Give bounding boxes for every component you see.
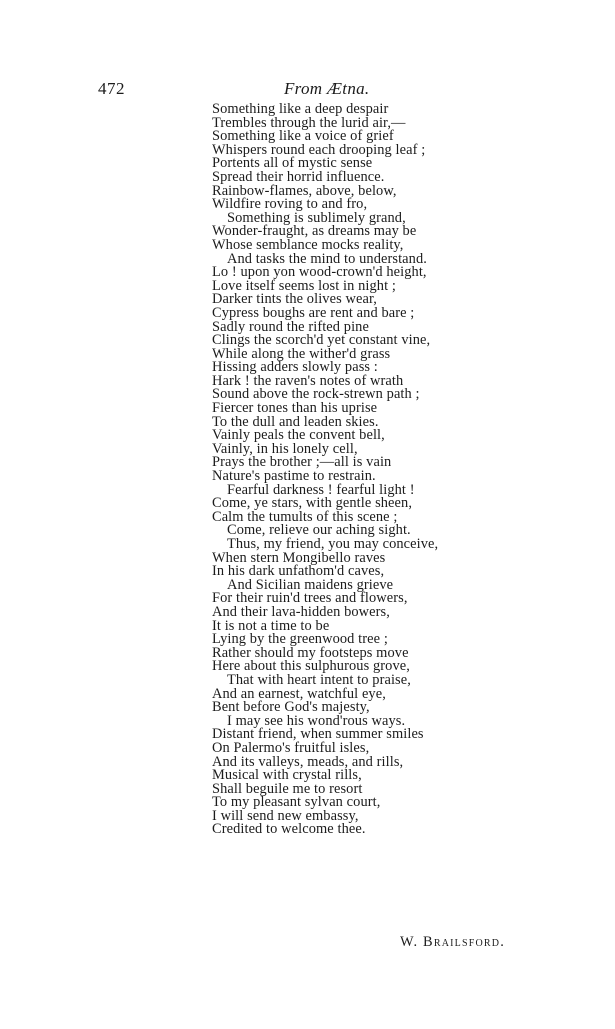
poem-line: Cypress boughs are rent and bare ; [212,304,415,321]
poem-line: Whispers round each drooping leaf ; [212,141,426,158]
poem-line: Wonder-fraught, as dreams may be [212,223,417,240]
poem-line: Thus, my friend, you may conceive, [227,536,439,552]
poem-line: Shall beguile me to resort [212,780,363,797]
poem-line: And Sicilian maidens grieve [227,576,394,593]
poem-line: Love itself seems lost in night ; [212,277,396,294]
poem-line: Come, relieve our aching sight. [227,522,411,539]
poem-line: For their ruin'd trees and flowers, [212,590,408,607]
poem-line: In his dark unfathom'd caves, [212,563,385,580]
poem-line: Lying by the greenwood tree ; [212,631,388,648]
poem-line: Rainbow-flames, above, below, [212,182,397,199]
poem-line: And an earnest, watchful eye, [212,685,386,702]
poem-line: Calm the tumults of this scene ; [212,508,398,525]
poem-line: Distant friend, when summer smiles [212,726,424,743]
poem-line: Credited to welcome thee. [212,821,366,838]
poem-line: To my pleasant sylvan court, [212,794,381,811]
poem-line: To the dull and leaden skies. [212,413,379,430]
poem-line: On Palermo's fruitful isles, [212,739,370,756]
poem-line: Come, ye stars, with gentle sheen, [212,495,413,512]
poem-line: Prays the brother ;—all is vain [212,454,392,471]
poem-line: That with heart intent to praise, [227,671,411,688]
poem-line: And their lava-hidden bowers, [212,603,390,620]
poem-line: Rather should my footsteps move [212,644,409,661]
poem-line: And its valleys, meads, and rills, [212,753,404,770]
poem-line: Musical with crystal rills, [212,767,362,784]
poem-line: Vainly, in his lonely cell, [212,440,358,457]
poem-line: Fearful darkness ! fearful light ! [227,481,415,498]
poem-line: I will send new embassy, [212,807,359,824]
poem-line: Hark ! the raven's notes of wrath [212,372,404,389]
page-number: 472 [98,79,125,98]
running-title: From Ætna. [284,79,370,98]
poem-line: And tasks the mind to understand. [227,250,427,267]
poem-line: While along the wither'd grass [212,345,391,362]
poem-line: Something like a deep despair [212,101,389,117]
poem-line: Fiercer tones than his uprise [212,400,378,417]
poem-line: Nature's pastime to restrain. [212,468,376,485]
poem-line: It is not a time to be [212,617,330,634]
poem-line: Sadly round the rifted pine [212,318,369,335]
poem-line: I may see his wond'rous ways. [227,712,406,729]
poem-line: Whose semblance mocks reality, [212,236,404,253]
poem-line: Lo ! upon yon wood-crown'd height, [212,264,427,281]
poem-line: When stern Mongibello raves [212,549,386,566]
poem-line: Vainly peals the convent bell, [212,427,385,444]
poem-line: Trembles through the lurid air,— [212,114,406,131]
poem-line: Wildfire roving to and fro, [212,196,368,213]
poem-line: Clings the scorch'd yet constant vine, [212,332,431,349]
poem-line: Hissing adders slowly pass : [212,359,378,376]
poem-line: Darker tints the olives wear, [212,291,377,308]
poem-line: Spread their horrid influence. [212,168,385,185]
poem-line: Something is sublimely grand, [227,209,406,226]
poem-line: Here about this sulphurous grove, [212,658,410,675]
author-signature: W. Brailsford. [400,934,506,950]
poem-line: Bent before God's majesty, [212,699,370,716]
poem-body [212,103,532,837]
poem-line: Something like a voice of grief [212,128,394,145]
poem-line: Portents all of mystic sense [212,155,373,172]
poem-line: Sound above the rock-strewn path ; [212,386,420,403]
